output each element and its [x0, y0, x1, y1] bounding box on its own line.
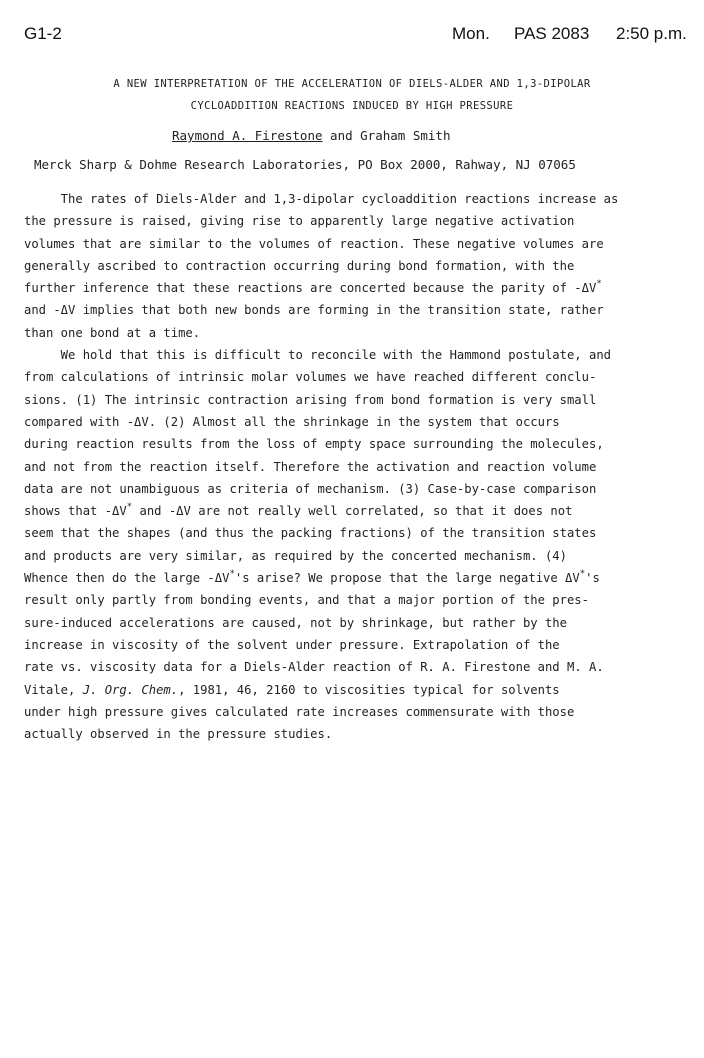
abstract-line: data are not unambiguous as criteria of mechanism. (3) Case-by-case comparison: [24, 481, 597, 496]
abstract-line: actually observed in the pressure studies.: [24, 727, 333, 742]
abstract-line-text: 's: [585, 571, 600, 586]
abstract-line: compared with -ΔV. (2) Almost all the shrinkage in the system that occurs: [24, 414, 560, 429]
abstract-line: sure-induced accelerations are caused, not by shrinkage, but rather by the: [24, 615, 567, 630]
abstract-line: the pressure is raised, giving rise to apparently large negative activation: [24, 214, 575, 229]
abstract-line-text: and -ΔV are not really well correlated, so that it does not: [132, 504, 573, 519]
title-line-1: A NEW INTERPRETATION OF THE ACCELERATION OF DIELS-ALDER AND 1,3-DIPOLAR: [113, 78, 591, 90]
abstract-line: increase in viscosity of the solvent under pressure. Extrapolation of the: [24, 637, 560, 652]
abstract-line: during reaction results from the loss of empty space surrounding the molecules,: [24, 437, 604, 452]
activation-mark: *: [126, 502, 133, 513]
abstract-line: and -ΔV implies that both new bonds are forming in the transition state, rather: [24, 303, 604, 318]
abstract-line: We hold that this is difficult to reconcile with the Hammond postulate, and: [24, 348, 611, 363]
abstract-line: and not from the reaction itself. Therefore the activation and reaction volume: [24, 459, 597, 474]
abstract-line: sions. (1) The intrinsic contraction arising from bond formation is very small: [24, 392, 597, 407]
affiliation: Merck Sharp & Dohme Research Laboratories, PO Box 2000, Rahway, NJ 07065: [34, 157, 576, 172]
author-conjunction: and: [322, 128, 361, 143]
abstract-line: seem that the shapes (and thus the packing fractions) of the transition states: [24, 526, 597, 541]
abstract-line: [24, 277, 684, 299]
session-header: [24, 24, 692, 48]
abstract-line: result only partly from bonding events, and that a major portion of the pres-: [24, 593, 589, 608]
session-day: Mon.: [452, 24, 490, 43]
author-list: [172, 128, 450, 143]
abstract-line: volumes that are similar to the volumes of reaction. These negative volumes are: [24, 236, 604, 251]
session-time: 2:50 p.m.: [616, 24, 687, 43]
abstract-line: [24, 679, 684, 701]
abstract-line: and products are very similar, as required by the concerted mechanism. (4): [24, 548, 567, 563]
abstract-line-text: Whence then do the large -ΔV: [24, 571, 230, 586]
session-code: PAS 2083: [514, 24, 590, 43]
abstract-line: than one bond at a time.: [24, 325, 201, 340]
co-author: Graham Smith: [360, 128, 451, 143]
abstract-line: under high pressure gives calculated rate increases commensurate with those: [24, 704, 575, 719]
abstract-line-text: 's arise? We propose that the large negative ΔV: [234, 571, 580, 586]
presenting-author: Raymond A. Firestone: [172, 128, 323, 143]
activation-mark: *: [579, 569, 586, 580]
abstract-body: [24, 188, 684, 745]
abstract-line-text: shows that -ΔV: [24, 504, 127, 519]
title-line-2: CYCLOADDITION REACTIONS INDUCED BY HIGH PRESSURE: [190, 100, 514, 112]
abstract-line: generally ascribed to contraction occurring during bond formation, with the: [24, 258, 575, 273]
activation-mark: *: [229, 569, 235, 580]
abstract-line: [24, 500, 684, 522]
abstract-line-text: Vitale,: [24, 682, 83, 697]
abstract-line: [24, 567, 684, 589]
citation-details: , 1981, 46, 2160 to viscosities typical for solvents: [178, 682, 560, 697]
activation-mark: *: [596, 279, 602, 290]
abstract-code: G1-2: [24, 24, 62, 43]
abstract-line: from calculations of intrinsic molar volumes we have reached different conclu-: [24, 370, 597, 385]
abstract-line: The rates of Diels-Alder and 1,3-dipolar cycloaddition reactions increase as: [24, 192, 619, 206]
abstract-line-text: further inference that these reactions are concerted because the parity of -ΔV: [24, 281, 597, 296]
abstract-line: rate vs. viscosity data for a Diels-Alder reaction of R. A. Firestone and M. A.: [24, 660, 604, 675]
journal-name: J. Org. Chem.: [82, 682, 179, 697]
